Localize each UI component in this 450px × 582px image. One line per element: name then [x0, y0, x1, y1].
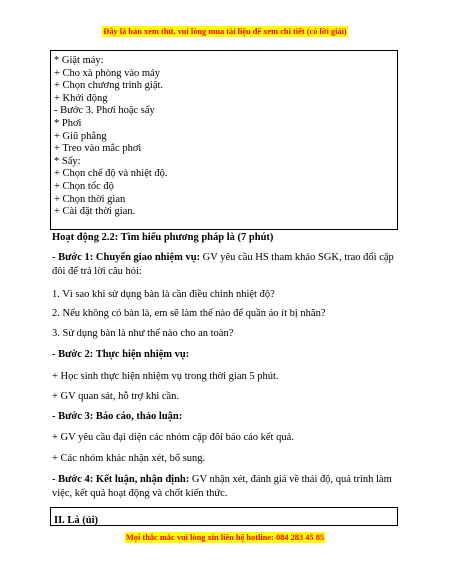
steps-line: + Chọn thời gian [54, 193, 126, 205]
preview-notice-banner [0, 27, 450, 36]
step2-item-2: + GV quan sát, hỗ trợ khi cần. [52, 391, 180, 402]
steps-line: + Cho xà phòng vào máy [54, 67, 160, 79]
preview-notice-text: Đây là bản xem thử, vui lòng mua tài liệu để xem chi tiết (có lời giải) [103, 27, 347, 36]
steps-line: + Chọn chương trình giặt. [54, 80, 164, 92]
question-1: 1. Vì sao khi sử dụng bàn là cần điều chỉnh nhiệt độ? [52, 289, 275, 300]
steps-line: * Phơi [54, 117, 82, 129]
hotline-banner [0, 533, 450, 542]
step2-label: - Bước 2: Thực hiện nhiệm vụ: [52, 349, 190, 360]
steps-line: + Cài đặt thời gian. [54, 206, 136, 218]
step4-text: GV nhận xét, đánh giá về thái độ, quá trình làm việc, kết quả hoạt động và chốt kiến thức. [52, 474, 392, 499]
section-title: II. Là (ủi) [54, 515, 99, 526]
steps-line: + Treo vào mắc phơi [54, 143, 142, 155]
step3-item-1: + GV yêu cầu đại diện các nhóm cặp đôi báo cáo kết quả. [52, 432, 294, 443]
steps-line: + Giũ phẳng [54, 130, 107, 142]
step1-text: GV yêu cầu HS tham khảo SGK, trao đổi cặp đôi để trả lời câu hỏi: [52, 252, 394, 277]
step3-label: - Bước 3: Báo cáo, thảo luận: [52, 411, 183, 422]
step1-label: - Bước 1: Chuyển giao nhiệm vụ: [52, 252, 201, 263]
activity-title: Hoạt động 2.2: Tìm hiểu phương pháp là (7 phút) [52, 232, 274, 243]
steps-line: * Giặt máy: [54, 55, 104, 66]
steps-line: + Chọn tốc độ [54, 180, 114, 192]
step1-paragraph [52, 251, 402, 279]
step4-paragraph [52, 473, 402, 501]
step4-label: - Bước 4: Kết luận, nhận định: [52, 474, 190, 485]
section-heading-box [50, 507, 398, 526]
drying-steps-box [50, 50, 398, 230]
question-2: 2. Nếu không có bàn là, em sẽ làm thế nào để quần áo ít bị nhăn? [52, 308, 326, 319]
steps-line: * Sấy: [54, 155, 81, 167]
hotline-text: Mọi thắc mắc vui lòng xin liên hệ hotline: 084 283 45 85 [125, 533, 325, 542]
step2-item-1: + Học sinh thực hiện nhiệm vụ trong thời gian 5 phút. [52, 371, 279, 382]
step3-item-2: + Các nhóm khác nhận xét, bổ sung. [52, 453, 206, 464]
steps-line: + Khởi động [54, 92, 108, 104]
steps-line: + Chọn chế độ và nhiệt độ. [54, 168, 168, 180]
question-3: 3. Sử dụng bàn là như thế nào cho an toàn? [52, 328, 234, 339]
steps-line: - Bước 3. Phơi hoặc sấy [54, 105, 155, 117]
